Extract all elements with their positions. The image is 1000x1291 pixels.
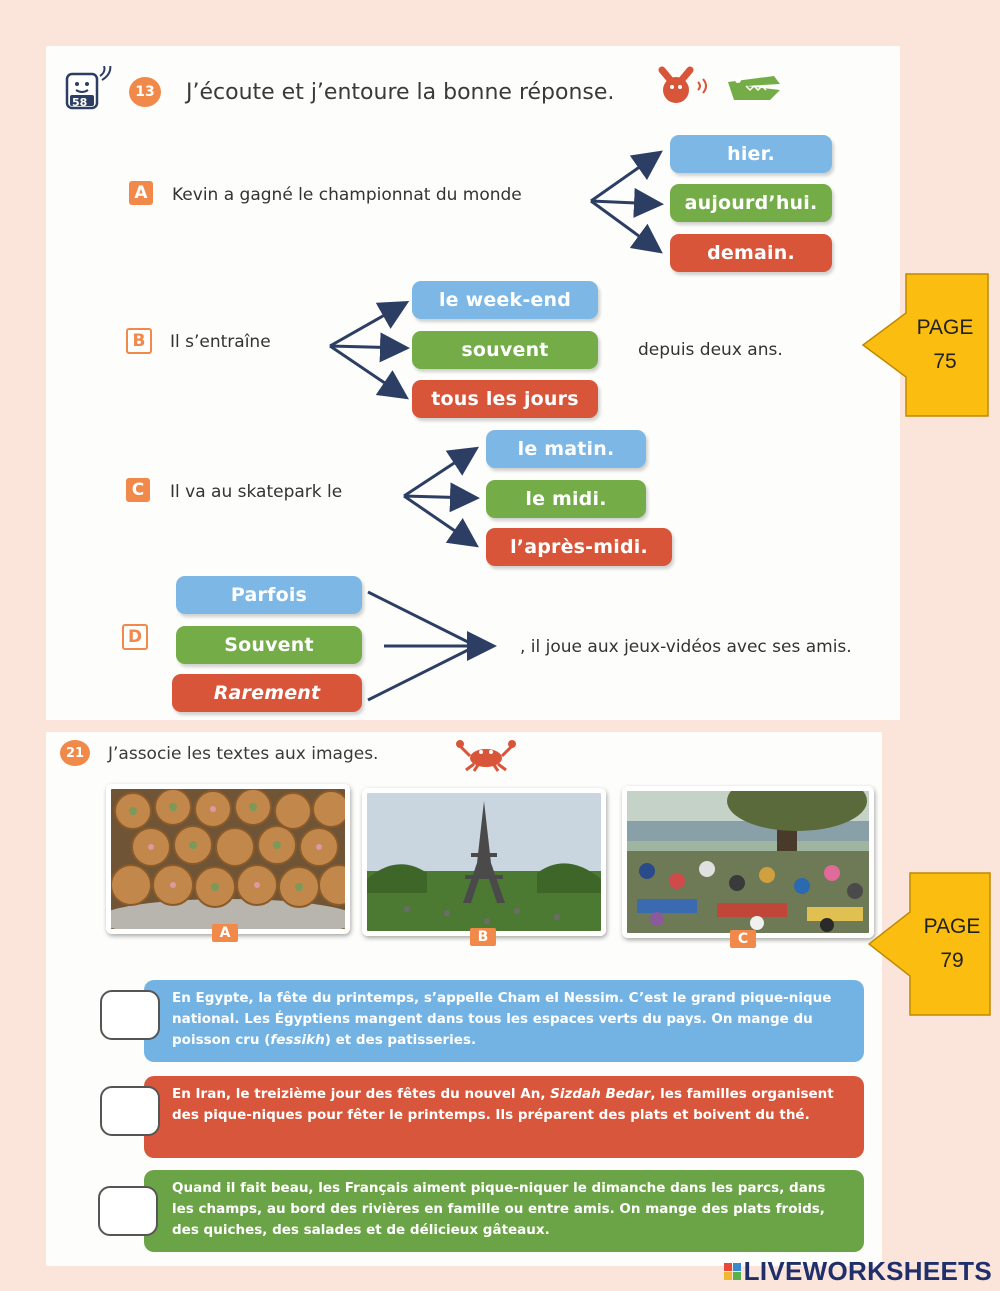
option-d-souvent[interactable]: Souvent [176, 626, 362, 664]
option-d-rarement[interactable]: Rarement [172, 674, 362, 712]
exercise-title: J’associe les textes aux images. [108, 744, 379, 764]
image-b-eiffel-tower [362, 788, 606, 936]
text-iran-part3: , les familles organisent des pique-niques pour fêter le printemps. Ils préparent des plats et boivent du thé. [172, 1086, 834, 1123]
page-tag-word: PAGE [916, 316, 974, 339]
text-egypt [144, 980, 864, 1062]
liveworksheets-logo-icon [724, 1263, 741, 1280]
suffix-b: depuis deux ans. [638, 340, 783, 360]
text-iran [144, 1076, 864, 1158]
answer-box-1[interactable] [100, 990, 160, 1040]
image-c-picnic [622, 786, 874, 938]
exercise-number-badge: 13 [129, 77, 161, 107]
option-c-midi[interactable]: le midi. [486, 480, 646, 518]
image-letter-c: C [730, 930, 756, 948]
sentence-c: Il va au skatepark le [170, 482, 343, 502]
page-tag-number: 79 [940, 949, 964, 972]
item-letter-c: C [126, 478, 150, 502]
option-c-matin[interactable]: le matin. [486, 430, 646, 468]
suffix-d: , il joue aux jeux-vidéos avec ses amis. [520, 637, 852, 657]
answer-box-3[interactable] [98, 1186, 158, 1236]
item-letter-a: A [129, 181, 153, 205]
image-letter-a: A [212, 924, 238, 942]
item-letter-d: D [122, 624, 148, 650]
exercise-title: J’écoute et j’entoure la bonne réponse. [186, 80, 615, 105]
page-75-tag [862, 273, 990, 417]
answer-box-2[interactable] [100, 1086, 160, 1136]
item-letter-b: B [126, 328, 152, 354]
option-a-demain[interactable]: demain. [670, 234, 832, 272]
text-egypt-part1: En Egypte, la fête du printemps, s’appelle Cham el Nessim. C’est le grand pique-nique national. Les Égyptiens mangent dans tous les espaces verts du pays. On mange du poisson cru ( [172, 990, 832, 1048]
exercise-13-panel [46, 46, 900, 720]
option-b-tous-les-jours[interactable]: tous les jours [412, 380, 598, 418]
watermark-text: LIVEWORKSHEETS [743, 1256, 992, 1286]
text-france [144, 1170, 864, 1252]
option-c-apres-midi[interactable]: l’après-midi. [486, 528, 672, 566]
option-d-parfois[interactable]: Parfois [176, 576, 362, 614]
text-iran-italic: Sizdah Bedar [550, 1086, 651, 1102]
option-b-weekend[interactable]: le week-end [412, 281, 598, 319]
text-egypt-part3: ) et des patisseries. [324, 1032, 477, 1048]
option-a-aujourdhui[interactable]: aujourd’hui. [670, 184, 832, 222]
page-tag-word: PAGE [923, 915, 981, 938]
image-letter-b: B [470, 928, 496, 946]
exercise-21-panel [46, 732, 882, 1266]
text-egypt-italic: fessikh [270, 1032, 325, 1048]
text-france-part1: Quand il fait beau, les Français aiment pique-niquer le dimanche dans les parcs, dans les champs, au bord des rivières en famille ou entre amis. On mange des plats froids, des quiches, des salades et de délicieux gâteaux. [172, 1180, 826, 1238]
option-a-hier[interactable]: hier. [670, 135, 832, 173]
liveworksheets-watermark [724, 1256, 992, 1287]
exercise-number-badge: 21 [60, 740, 90, 766]
page-tag-number: 75 [933, 350, 957, 373]
image-a-pastries [106, 784, 350, 934]
text-iran-part1: En Iran, le treizième jour des fêtes du nouvel An, [172, 1086, 551, 1102]
track-number: 58 [72, 96, 88, 109]
option-b-souvent[interactable]: souvent [412, 331, 598, 369]
page-79-tag [868, 872, 992, 1016]
sentence-a: Kevin a gagné le championnat du monde [172, 185, 522, 205]
crab-icon [456, 738, 516, 772]
sentence-b: Il s’entraîne [170, 332, 271, 352]
